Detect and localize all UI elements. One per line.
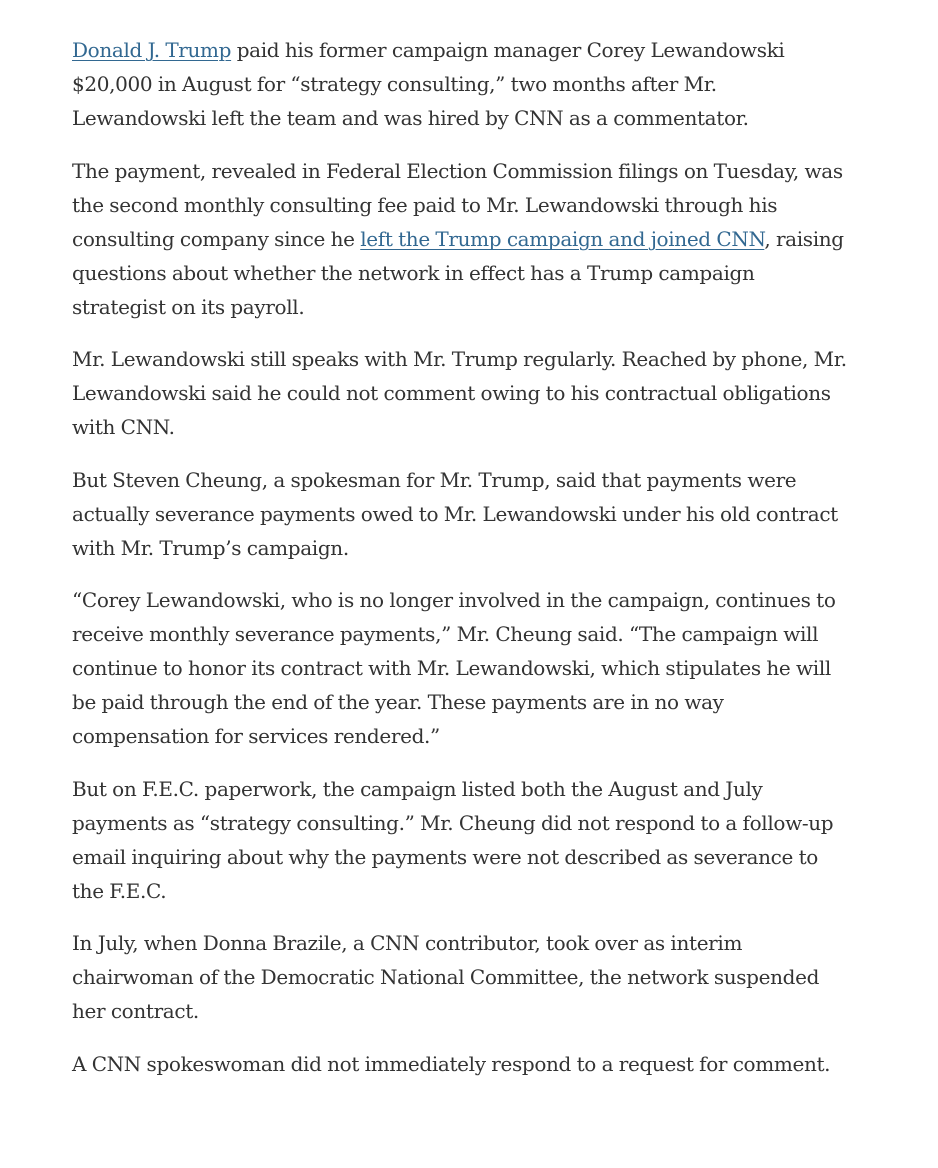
paragraph-7: In July, when Donna Brazile, a CNN contributor, took over as interim chairwoman of the Democratic National Committee, the network suspended her contract. [72, 931, 820, 1023]
article-body [72, 33, 852, 1099]
left-campaign-joined-cnn-link[interactable]: left the Trump campaign and joined CNN [360, 226, 765, 251]
paragraph-1 [72, 33, 852, 135]
paragraph-1-text: paid his former campaign manager Corey Lewandowski $20,000 in August for “strategy consulting,” two months after Mr. Lewandowski left the team and was hired by CNN as a commentator. [72, 38, 785, 130]
paragraph-8: A CNN spokeswoman did not immediately respond to a request for comment. [72, 1051, 831, 1076]
donald-trump-link[interactable]: Donald J. Trump [72, 38, 232, 62]
paragraph-5: “Corey Lewandowski, who is no longer involved in the campaign, continues to receive monthly severance payments,” Mr. Cheung said. “The campaign will continue to honor its contract with Mr. Lewandowski, which stipulates he will be paid through the end of the year. These payments are in no way compensation for services rendered.” [72, 588, 836, 748]
paragraph-2-text-before: The payment, revealed in Federal Election Commission filings on Tuesday, was the second monthly consulting fee paid to Mr. Lewandowski through his consulting company since he [72, 158, 843, 251]
paragraph-3: Mr. Lewandowski still speaks with Mr. Trump regularly. Reached by phone, Mr. Lewandowski said he could not comment owing to his contractual obligations with CNN. [72, 347, 847, 439]
paragraph-2 [72, 154, 852, 324]
paragraph-4: But Steven Cheung, a spokesman for Mr. Trump, said that payments were actually severance payments owed to Mr. Lewandowski under his old contract with Mr. Trump’s campaign. [72, 467, 838, 560]
paragraph-2-text-after: , raising questions about whether the network in effect has a Trump campaign strategist on its payroll. [72, 226, 844, 319]
paragraph-6: But on F.E.C. paperwork, the campaign listed both the August and July payments as “strategy consulting.” Mr. Cheung did not respond to a follow-up email inquiring about why the payments were not described as severance to the F.E.C. [72, 776, 834, 903]
